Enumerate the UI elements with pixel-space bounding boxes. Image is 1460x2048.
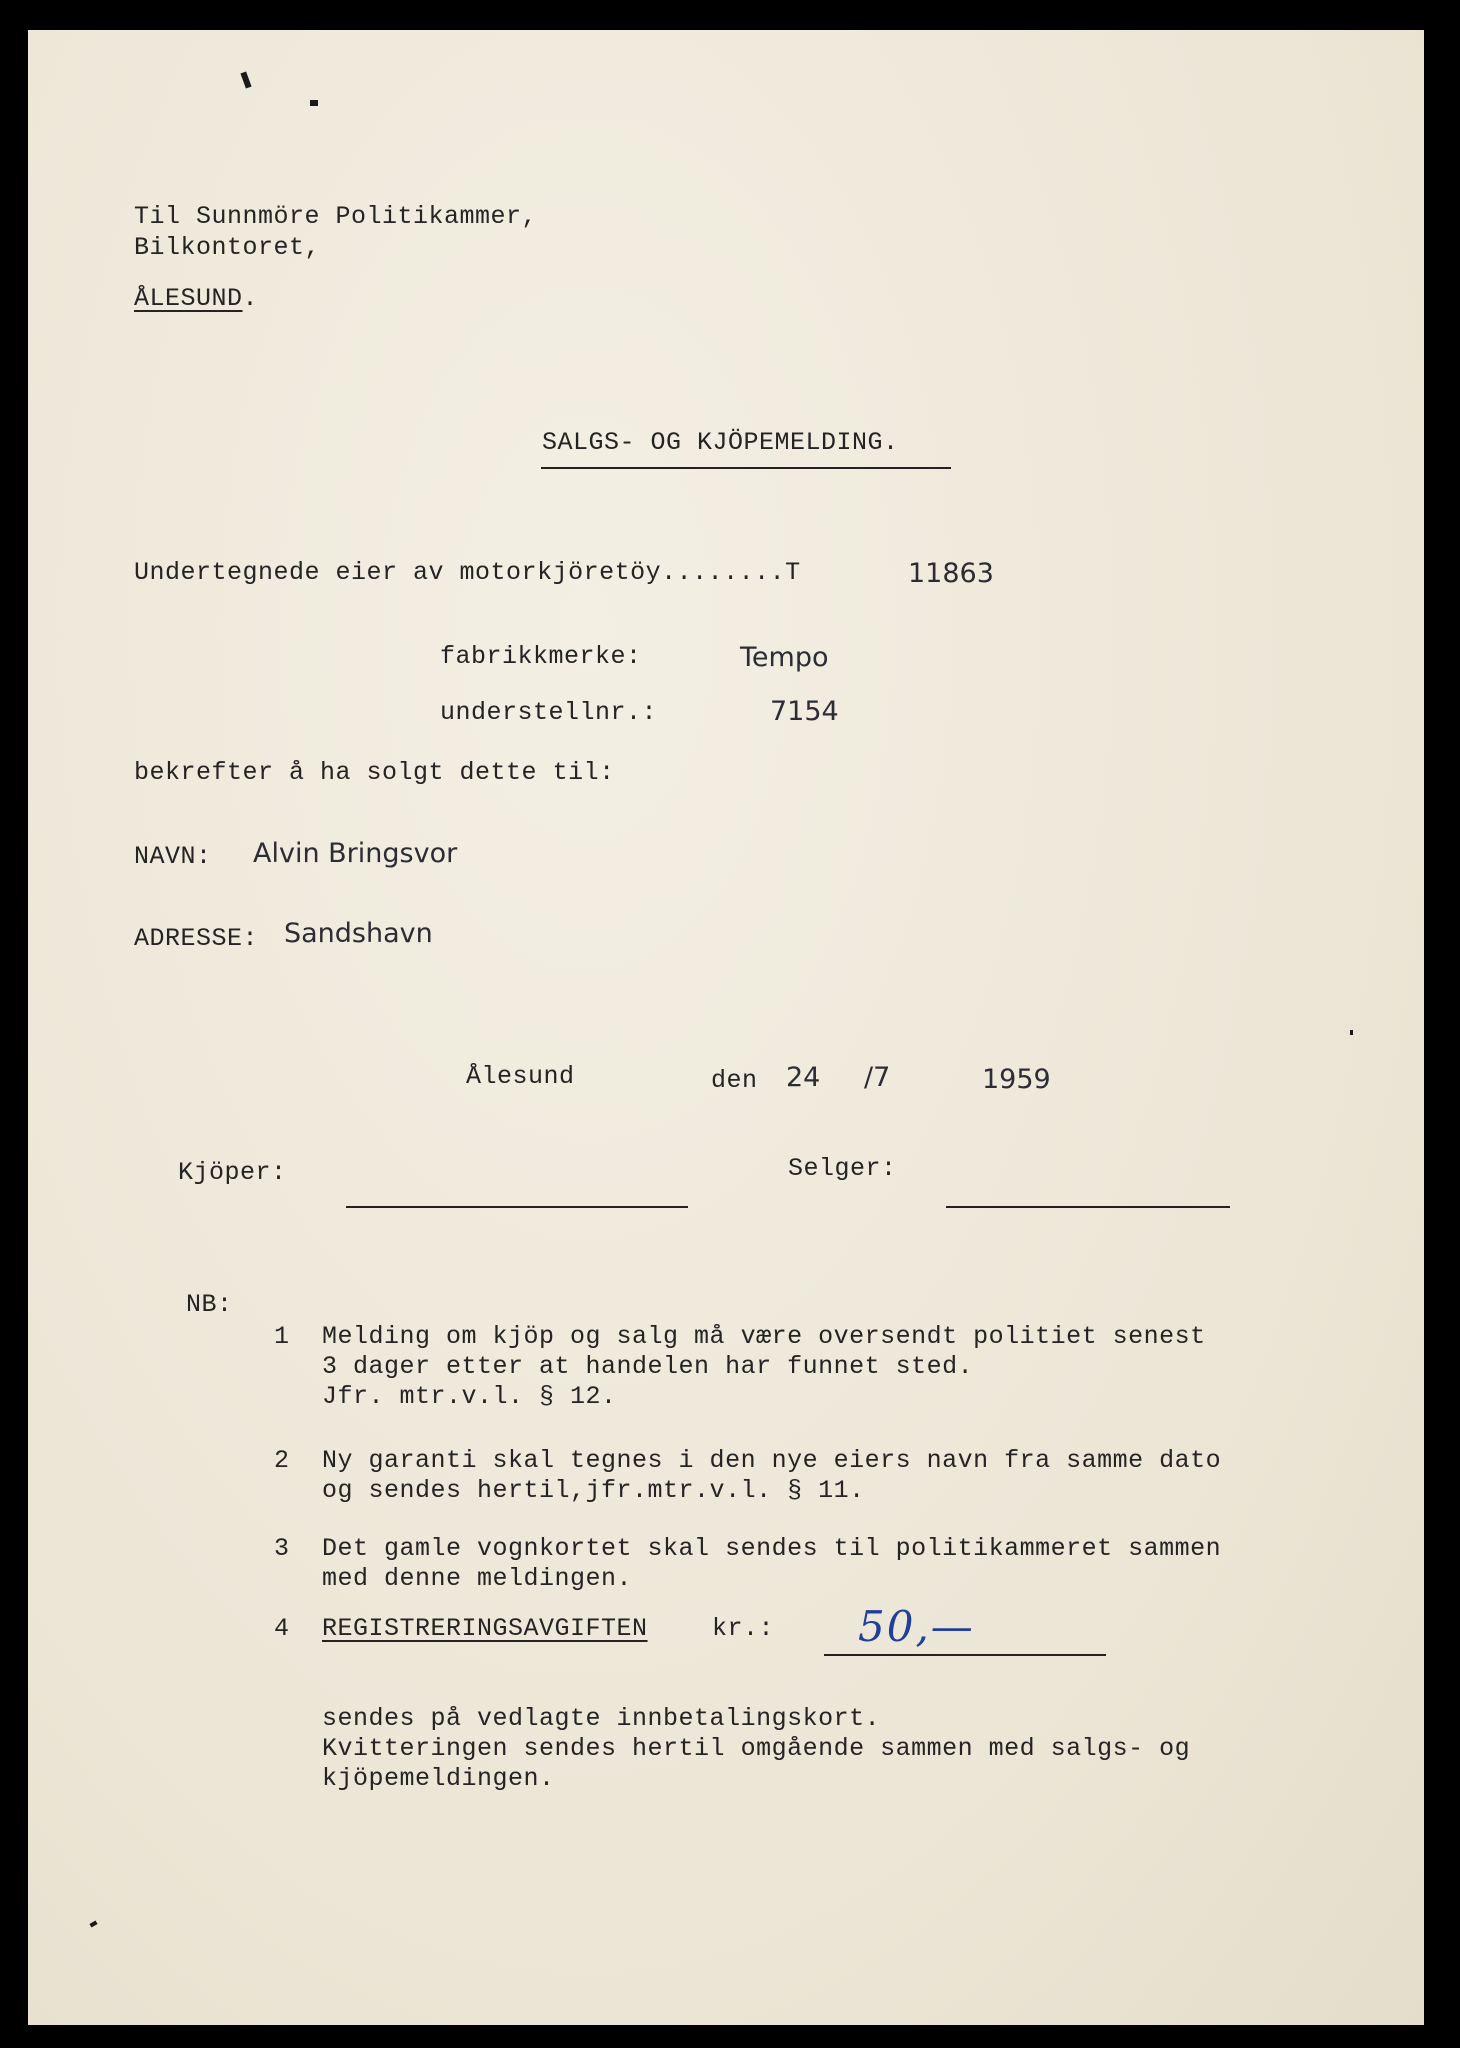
note-2-line-2: og sendes hertil,jfr.mtr.v.l. § 11. <box>322 1476 865 1505</box>
seller-signature-line <box>946 1206 1230 1208</box>
document-title: SALGS- OG KJÖPEMELDING. <box>542 428 899 457</box>
address-city-dot: . <box>242 284 259 313</box>
make-value: Tempo <box>740 642 829 673</box>
note-4-line-3: kjöpemeldingen. <box>322 1764 555 1793</box>
owner-label: Undertegnede eier av motorkjöretöy........T <box>134 558 801 587</box>
note-1-line-3: Jfr. mtr.v.l. § 12. <box>322 1382 617 1411</box>
title-underline <box>541 467 951 469</box>
date-month: /7 <box>864 1062 891 1093</box>
chassis-value: 7154 <box>770 696 839 727</box>
chassis-label: understellnr.: <box>440 698 658 727</box>
notes-label: NB: <box>186 1290 233 1319</box>
note-1-line-2: 3 dager etter at handelen har funnet sted. <box>322 1352 974 1381</box>
buyer-address-label: ADRESSE: <box>134 924 259 953</box>
note-4-label: REGISTRERINGSAVGIFTEN <box>322 1614 648 1643</box>
date-year: 1959 <box>982 1064 1051 1095</box>
confirm-text: bekrefter å ha solgt dette til: <box>134 758 615 787</box>
buyer-address-value: Sandshavn <box>284 918 433 949</box>
make-label: fabrikkmerke: <box>440 642 642 671</box>
date-den-label: den <box>711 1066 758 1095</box>
registration-number: 11863 <box>908 558 994 589</box>
buyer-signature-line <box>346 1206 688 1208</box>
stray-mark <box>310 100 318 106</box>
note-1-number: 1 <box>274 1322 290 1351</box>
speck <box>89 1921 97 1928</box>
note-3-line-1: Det gamle vognkortet skal sendes til politikammeret sammen <box>322 1534 1222 1563</box>
note-3-number: 3 <box>274 1534 290 1563</box>
stray-mark <box>240 71 251 88</box>
address-city-name: ÅLESUND <box>134 284 243 313</box>
note-4-line-2: Kvitteringen sendes hertil omgående sammen med salgs- og <box>322 1734 1191 1763</box>
date-day: 24 <box>786 1062 821 1093</box>
speck <box>1350 1030 1353 1035</box>
buyer-name-value: Alvin Bringsvor <box>253 838 458 869</box>
buyer-signature-label: Kjöper: <box>178 1158 287 1187</box>
fee-underline <box>824 1654 1106 1656</box>
fee-amount: 50,— <box>858 1602 975 1651</box>
seller-signature-label: Selger: <box>788 1154 897 1183</box>
note-3-line-2: med denne meldingen. <box>322 1564 633 1593</box>
note-2-number: 2 <box>274 1446 290 1475</box>
buyer-name-label: NAVN: <box>134 842 212 871</box>
address-line-2: Bilkontoret, <box>134 233 321 262</box>
note-2-line-1: Ny garanti skal tegnes i den nye eiers navn fra samme dato <box>322 1446 1222 1475</box>
note-4-line-1: sendes på vedlagte innbetalingskort. <box>322 1704 881 1733</box>
address-line-1: Til Sunnmöre Politikammer, <box>134 202 538 231</box>
date-place: Ålesund <box>466 1062 575 1091</box>
note-4-kr-label: kr.: <box>712 1614 775 1643</box>
note-1-line-1: Melding om kjöp og salg må være oversendt politiet senest <box>322 1322 1206 1351</box>
document-page <box>28 30 1424 2025</box>
note-4-number: 4 <box>274 1614 290 1643</box>
address-city <box>134 284 258 313</box>
